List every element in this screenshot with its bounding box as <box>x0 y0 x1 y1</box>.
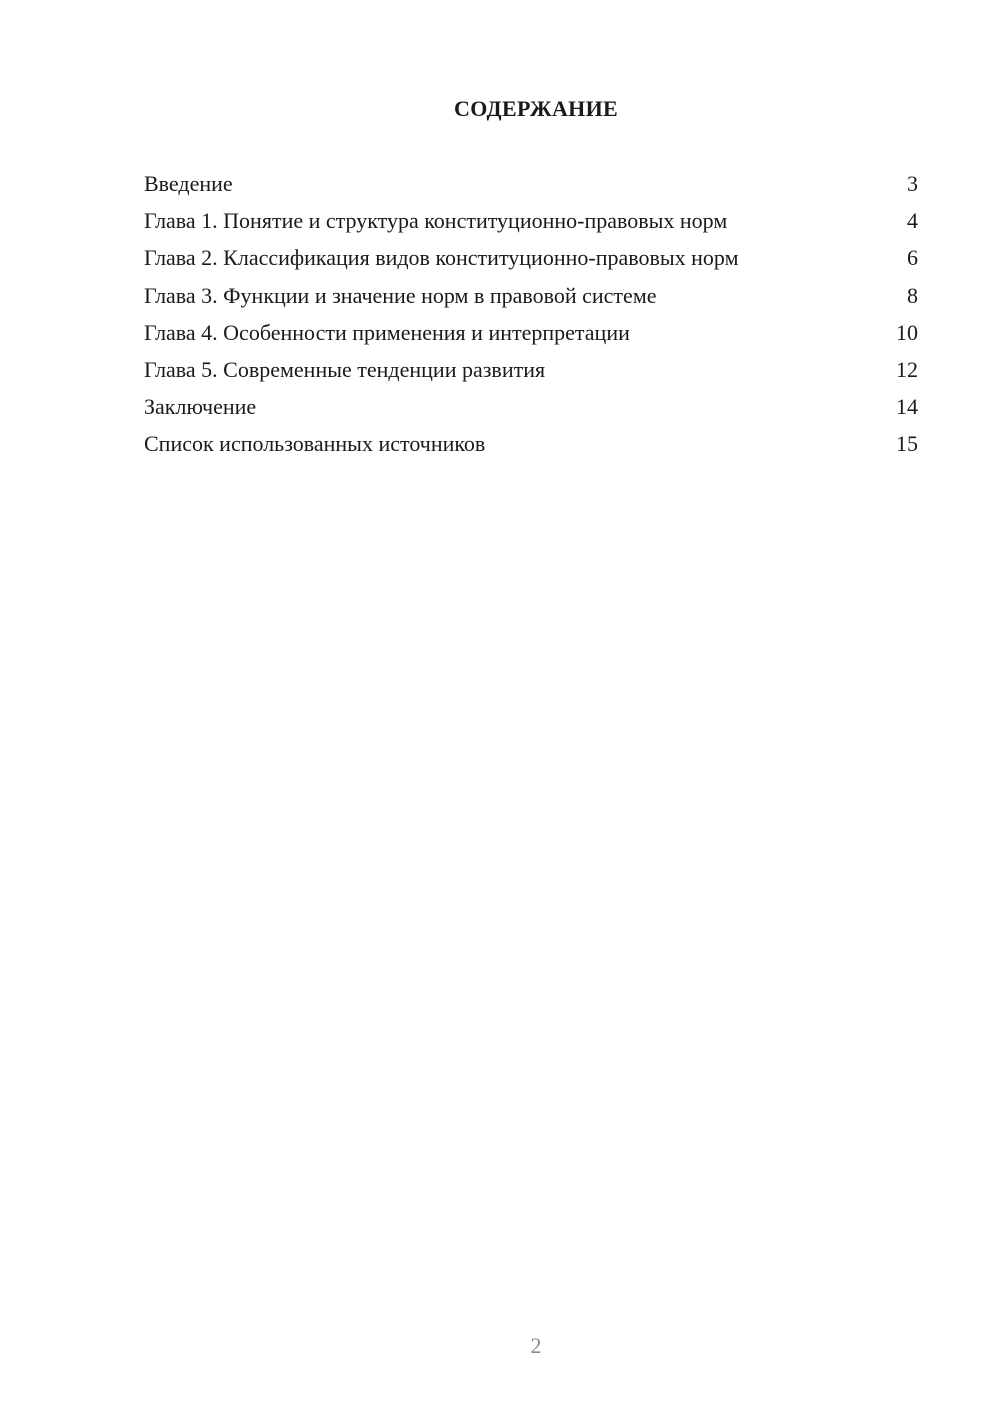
toc-entry-label: Заключение <box>144 394 257 420</box>
toc-entry-conclusion <box>144 392 918 429</box>
toc-entry-label: Глава 5. Современные тенденции развития <box>144 356 546 382</box>
toc-entry-page: 8 <box>907 282 918 308</box>
toc-entry-label: Список использованных источников <box>144 431 486 457</box>
toc-entry-page: 14 <box>896 394 918 420</box>
toc-entry-page: 12 <box>896 356 918 382</box>
toc-entry-chapter-5 <box>144 355 918 392</box>
toc-entry-references <box>144 429 918 466</box>
toc-entry-page: 4 <box>907 208 918 234</box>
toc-entry-label: Глава 2. Классификация видов конституционно-правовых норм <box>144 245 739 271</box>
toc-entry-label: Глава 3. Функции и значение норм в правовой системе <box>144 282 657 308</box>
toc-entry-label: Глава 1. Понятие и структура конституционно-правовых норм <box>144 208 728 234</box>
toc-entry-page: 15 <box>896 431 918 457</box>
table-of-contents <box>144 169 918 467</box>
toc-entry-page: 10 <box>896 319 918 345</box>
toc-entry-page: 3 <box>907 171 918 196</box>
toc-entry-label: Введение <box>144 171 233 196</box>
toc-heading: СОДЕРЖАНИЕ <box>454 96 618 121</box>
toc-entry-chapter-2 <box>144 243 918 280</box>
toc-entry-introduction <box>144 169 918 206</box>
page-number: 2 <box>530 1333 542 1358</box>
toc-entry-chapter-3 <box>144 281 918 318</box>
toc-entry-page: 6 <box>907 245 918 271</box>
toc-entry-chapter-1 <box>144 206 918 243</box>
toc-entry-label: Глава 4. Особенности применения и интерпретации <box>144 319 630 345</box>
toc-entry-chapter-4 <box>144 318 918 355</box>
